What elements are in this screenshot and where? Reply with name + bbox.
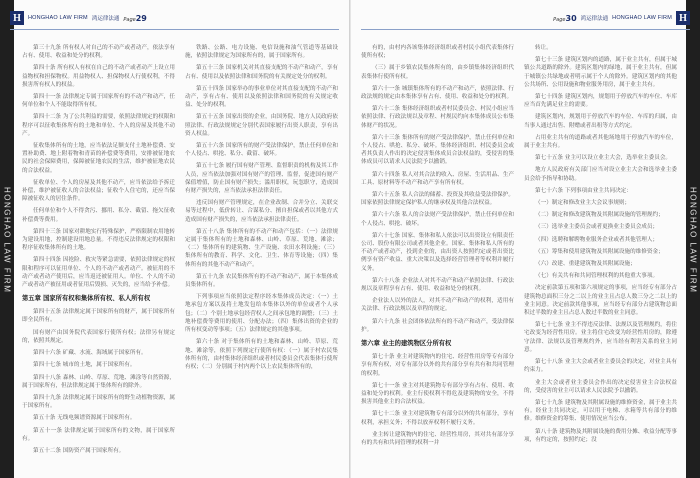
article-paragraph: 第六十二条 集体经济组织或者村民委员会、村民小组应当依照法律、行政法规以及章程、村规民约向本集体成员公布集体财产的状况。 — [361, 106, 514, 129]
article-paragraph: 第五十一条 法律规定属于国家所有的文物，属于国家所有。 — [22, 427, 175, 442]
article-paragraph: 第六十三条 集体所有的财产受法律保护，禁止任何单位和个人侵占、哄抢、私分、破坏。集体经济组织、村民委员会或者其负责人作出的决定侵害集体成员合法权益的，受侵害的集体成员可以请求人民法院予以撤销。 — [361, 134, 514, 166]
article-paragraph: 第七十七条 业主不得违反法律、法规以及管理规约，将住宅改变为经营性用房。业主将住宅改变为经营性用房的，除遵守法律、法规以及管理规约外，应当经有利害关系的业主同意。 — [524, 322, 677, 353]
article-paragraph: 第八十条 建筑物及其附属设施的费用分摊、收益分配等事项，有约定的，按照约定；没 — [524, 428, 677, 443]
article-paragraph: 第七十九条 建筑物及其附属设施的维修资金，属于业主共有。经业主共同决定，可以用于电梯、水箱等共有部分的维修。维修资金的筹集、使用情况应当公布。 — [524, 399, 677, 423]
right-column-2 — [524, 44, 677, 464]
right-sidebar — [686, 0, 700, 478]
article-paragraph: （一）制定和修改业主大会议事规则； — [535, 200, 631, 207]
article-paragraph: 第四十三条 国家对耕地实行特殊保护，严格限制农用地转为建设用地，控制建设用地总量。不得违反法律规定的权限和程序征收集体所有的土地。 — [22, 228, 175, 252]
article-paragraph: 第七十三条 建筑区划内的道路，属于业主共有，但属于城镇公共道路的除外。建筑区划内的绿地，属于业主共有，但属于城镇公共绿地或者明示属于个人的除外。建筑区划内的其他公共场所、公用设施和物业服务用房，属于业主共有。 — [524, 57, 677, 88]
left-page — [0, 0, 349, 478]
article-paragraph: 转让。 — [535, 45, 552, 51]
right-header-rule — [361, 29, 690, 30]
right-magazine-title: 鸿运律法通 — [580, 16, 609, 22]
article-paragraph: 第五十八条 集体所有的不动产和动产包括：（一）法律规定属于集体所有的土地和森林、山岭、草原、荒地、滩涂；（二）集体所有的建筑物、生产设施、农田水利设施；（三）集体所有的教育、科学、文化、卫生、体育等设施；（四）集体所有的其他不动产和动产。 — [185, 228, 338, 268]
article-paragraph: 第四十五条 法律规定属于国家所有的财产，属于国家所有即全民所有。 — [22, 309, 175, 324]
article-paragraph: （六）改建、重建建筑物及其附属设施； — [535, 261, 636, 268]
article-paragraph: 第五十二条 国防资产属于国家所有。 — [33, 447, 125, 454]
article-paragraph: 第五十九条 农民集体所有的不动产和动产，属于本集体成员集体所有。 — [185, 273, 338, 289]
article-paragraph: 地方人民政府有关部门应当对设立业主大会和选举业主委员会给予指导和协助。 — [524, 167, 677, 182]
left-sidebar — [0, 0, 14, 478]
article-paragraph: 第七十四条 建筑区划内，规划用于停放汽车的车位、车库应当首先满足业主的需要。 — [524, 94, 677, 109]
article-paragraph: 第五十五条 国家出资的企业，由国务院、地方人民政府依照法律、行政法规规定分别代表国家履行出资人职责，享有出资人权益。 — [185, 114, 338, 137]
article-paragraph: 第五十六条 国家所有的财产受法律保护，禁止任何单位和个人侵占、哄抢、私分、截留、破坏。 — [185, 143, 338, 158]
left-column-1 — [22, 44, 175, 464]
logo-icon: H — [10, 11, 24, 25]
article-paragraph: 国有财产由国务院代表国家行使所有权；法律另有规定的，依照其规定。 — [22, 329, 175, 344]
article-paragraph: 第六十五条 私人合法的储蓄、投资及其收益受法律保护。国家依照法律规定保护私人的继承权及其他合法权益。 — [361, 192, 514, 207]
article-paragraph: 建筑区划内，规划用于停放汽车的车位、车库的归属，由当事人通过出售、附赠或者出租等方式约定。 — [524, 114, 677, 129]
right-page — [351, 0, 700, 478]
article-paragraph: 铁路、公路、电力设施、电信设施和油气管道等基础设施，依照法律规定为国家所有的，属于国家所有。 — [185, 45, 338, 60]
article-paragraph: 第四十九条 法律规定属于国家所有的野生动植物资源，属于国家所有。 — [22, 394, 175, 410]
article-paragraph: 第六十条 对于集体所有的土地和森林、山岭、草原、荒地、滩涂等，依照下列规定行使所有权：（一）属于村农民集体所有的，由村集体经济组织或者村民委员会代表集体行使所有权；（二）分别属于村内两个以上农民集体所有的， — [185, 339, 338, 370]
left-side-text: HONGHAO LAW FIRM — [2, 186, 12, 294]
section-heading: 第六章 业主的建筑物区分所有权 — [361, 340, 452, 348]
section-heading: 第五章 国家所有权和集体所有权、私人所有权 — [22, 295, 151, 303]
article-paragraph: 第四十六条 矿藏、水流、海域属于国家所有。 — [33, 350, 147, 357]
article-paragraph: 第七十六条 下列事项由业主共同决定： — [535, 187, 632, 194]
left-header — [10, 10, 147, 26]
article-paragraph: 有的，由村内各该集体经济组织或者村民小组代表集体行使所有权； — [361, 45, 514, 60]
article-paragraph: 第五十四条 国家举办的事业单位对其直接支配的不动产和动产，享有占有、使用以及依照法律和国务院的有关规定收益、处分的权利。 — [185, 85, 338, 109]
article-paragraph: 第五十三条 国家机关对其直接支配的不动产和动产，享有占有、使用以及依照法律和国务院的有关规定处分的权利。 — [185, 65, 338, 80]
logo-icon: H — [676, 11, 690, 25]
article-paragraph: 征收单位、个人的房屋及其他不动产，应当依法给予拆迁补偿，维护被征收人的合法权益；征收个人住宅的，还应当保障被征收人的居住条件。 — [22, 179, 175, 203]
article-paragraph: 第七十二条 业主对建筑物专有部分以外的共有部分，享有权利，承担义务；不得以放弃权利不履行义务。 — [361, 411, 514, 426]
article-paragraph: （五）筹集和使用建筑物及其附属设施的维修资金； — [535, 248, 664, 255]
left-page-number: Page29 — [123, 13, 147, 23]
article-paragraph: 占用业主共有的道路或者其他场地用于停放汽车的车位，属于业主共有。 — [524, 134, 677, 150]
right-columns — [361, 44, 677, 464]
left-column-2 — [185, 44, 338, 464]
article-paragraph: 第四十七条 城市的土地，属于国家所有。 — [33, 362, 136, 369]
left-magazine-title: 鸿运律法通 — [91, 16, 120, 22]
article-paragraph: 第四十一条 法律规定专属于国家所有的不动产和动产，任何单位和个人不能取得所有权。 — [22, 94, 175, 109]
article-paragraph: 第四十二条 为了公共利益的需要，依照法律规定的权限和程序可以征收集体所有的土地和单位、个人的房屋及其他不动产。 — [22, 114, 175, 137]
article-paragraph: 业主转让建筑物内的住宅、经营性用房，其对共有部分享有的共有和共同管理的权利一并 — [361, 431, 514, 446]
article-paragraph: 第五十条 无线电频谱资源属于国家所有。 — [33, 415, 136, 422]
article-paragraph: 任何单位和个人不得贪污、挪用、私分、截留、拖欠征收补偿费等费用。 — [22, 208, 175, 223]
right-side-text: HONGHAO LAW FIRM — [688, 186, 698, 294]
left-header-rule — [10, 29, 339, 30]
article-paragraph: 第五十七条 履行国有财产管理、监督职责的机构及其工作人员，应当依法加强对国有财产的管理、监督，促进国有财产保值增值，防止国有财产损失；滥用职权，玩忽职守，造成国有财产损失的，应当依法承担法律责任。 — [185, 163, 338, 195]
article-paragraph: 第六十七条 国家、集体和私人依法可以出资设立有限责任公司、股份有限公司或者其他企业。国家、集体和私人所有的不动产或者动产，投到企业的，由出资人按照约定或者出资比例享有资产收益、重大决策以及选择经营管理者等权利并履行义务。 — [361, 232, 514, 272]
article-paragraph: 征收集体所有的土地，应当依法足额支付土地补偿费、安置补助费、地上附着物和青苗的补偿费等费用，安排被征地农民的社会保障费用，保障被征地农民的生活，维护被征地农民的合法权益。 — [22, 143, 175, 174]
article-paragraph: 第七十一条 业主对其建筑物专有部分享有占有、使用、收益和处分的权利。业主行使权利不得危及建筑物的安全，不得损害其他业主的合法权益。 — [361, 382, 514, 406]
article-paragraph: 第三十九条 所有权人对自己的不动产或者动产，依法享有占有、使用、收益和处分的权利。 — [22, 45, 175, 60]
article-paragraph: 第六十九条 社会团体依法所有的不动产和动产，受法律保护。 — [361, 318, 514, 333]
left-brand: HONGHAO LAW FIRM — [28, 15, 88, 21]
article-paragraph: 第四十条 所有权人有权在自己的不动产或者动产上设立用益物权和担保物权。用益物权人、担保物权人行使权利，不得损害所有权人的权益。 — [22, 65, 175, 88]
right-header — [553, 10, 690, 26]
right-page-number: Page30 — [553, 13, 577, 23]
article-paragraph: 第六十八条 企业法人对其不动产和动产依照法律、行政法规以及章程享有占有、使用、收益和处分的权利。 — [361, 277, 514, 293]
article-paragraph: 第四十四条 因抢险、救灾等紧急需要，依照法律规定的权限和程序可以征用单位、个人的不动产或者动产。被征用的不动产或者动产使用后，应当返还被征用人。单位、个人的不动产或者动产被征用或者征用后毁损、灭失的，应当给予补偿。 — [22, 257, 175, 289]
article-paragraph: （三）选举业主委员会或者更换业主委员会成员； — [535, 224, 659, 231]
article-paragraph: 违反国有财产管理规定，在企业改制、合并分立、关联交易等过程中，低价转让、合谋私分、擅自担保或者以其他方式造成国有财产损失的，应当依法承担法律责任。 — [185, 200, 338, 223]
article-paragraph: 第七十条 业主对建筑物内的住宅、经营性用房等专有部分享有所有权，对专有部分以外的共有部分享有共有和共同管理的权利。 — [361, 354, 514, 377]
article-paragraph: 第六十四条 私人对其合法的收入、房屋、生活用品、生产工具、原材料等不动产和动产享有所有权。 — [361, 171, 514, 186]
article-paragraph: 企业法人以外的法人，对其不动产和动产的权利，适用有关法律、行政法规以及章程的规定。 — [361, 298, 514, 313]
right-brand: HONGHAO LAW FIRM — [612, 15, 672, 21]
article-paragraph: （七）有关共有和共同管理权利的其他重大事项。 — [535, 273, 659, 280]
article-paragraph: （二）制定和修改建筑物及其附属设施的管理规约； — [535, 212, 664, 219]
left-columns — [22, 44, 338, 464]
article-paragraph: （四）选聘和解聘物业服务企业或者其他管理人； — [535, 236, 659, 243]
article-paragraph: 第七十八条 业主大会或者业主委员会的决定，对业主具有约束力。 — [524, 359, 677, 374]
article-paragraph: 第六十一条 城镇集体所有的不动产和动产，依照法律、行政法规的规定由本集体享有占有、使用、收益和处分的权利。 — [361, 85, 514, 101]
right-column-1 — [361, 44, 514, 464]
article-paragraph: 第四十八条 森林、山岭、草原、荒地、滩涂等自然资源，属于国家所有，但法律规定属于集体所有的除外。 — [22, 374, 175, 389]
article-paragraph: 下列事项应当依照法定程序经本集体成员决定：（一）土地承包方案以及将土地发包给本集体以外的单位或者个人承包；（二）个别土地承包经营权人之间承包地的调整；（三）土地补偿费等费用的使用、分配办法；（四）集体出资的企业的所有权变动等事项；（五）法律规定的其他事项。 — [185, 294, 338, 334]
article-paragraph: 第七十五条 业主可以设立业主大会，选举业主委员会。 — [535, 155, 672, 162]
article-paragraph: 第六十六条 私人的合法财产受法律保护，禁止任何单位和个人侵占、哄抢、破坏。 — [361, 212, 514, 227]
article-paragraph: （三）属于乡镇农民集体所有的，由乡镇集体经济组织代表集体行使所有权。 — [361, 65, 514, 80]
article-paragraph: 业主大会或者业主委员会作出的决定侵害业主合法权益的，受侵害的业主可以请求人民法院予以撤销。 — [524, 379, 677, 394]
article-paragraph: 决定前款第五项和第六项规定的事项，应当经专有部分占建筑物总面积三分之二以上的业主且占总人数三分之二以上的业主同意。决定前款其他事项，应当经专有部分占建筑物总面积过半数的业主且占总人数过半数的业主同意。 — [524, 285, 677, 317]
